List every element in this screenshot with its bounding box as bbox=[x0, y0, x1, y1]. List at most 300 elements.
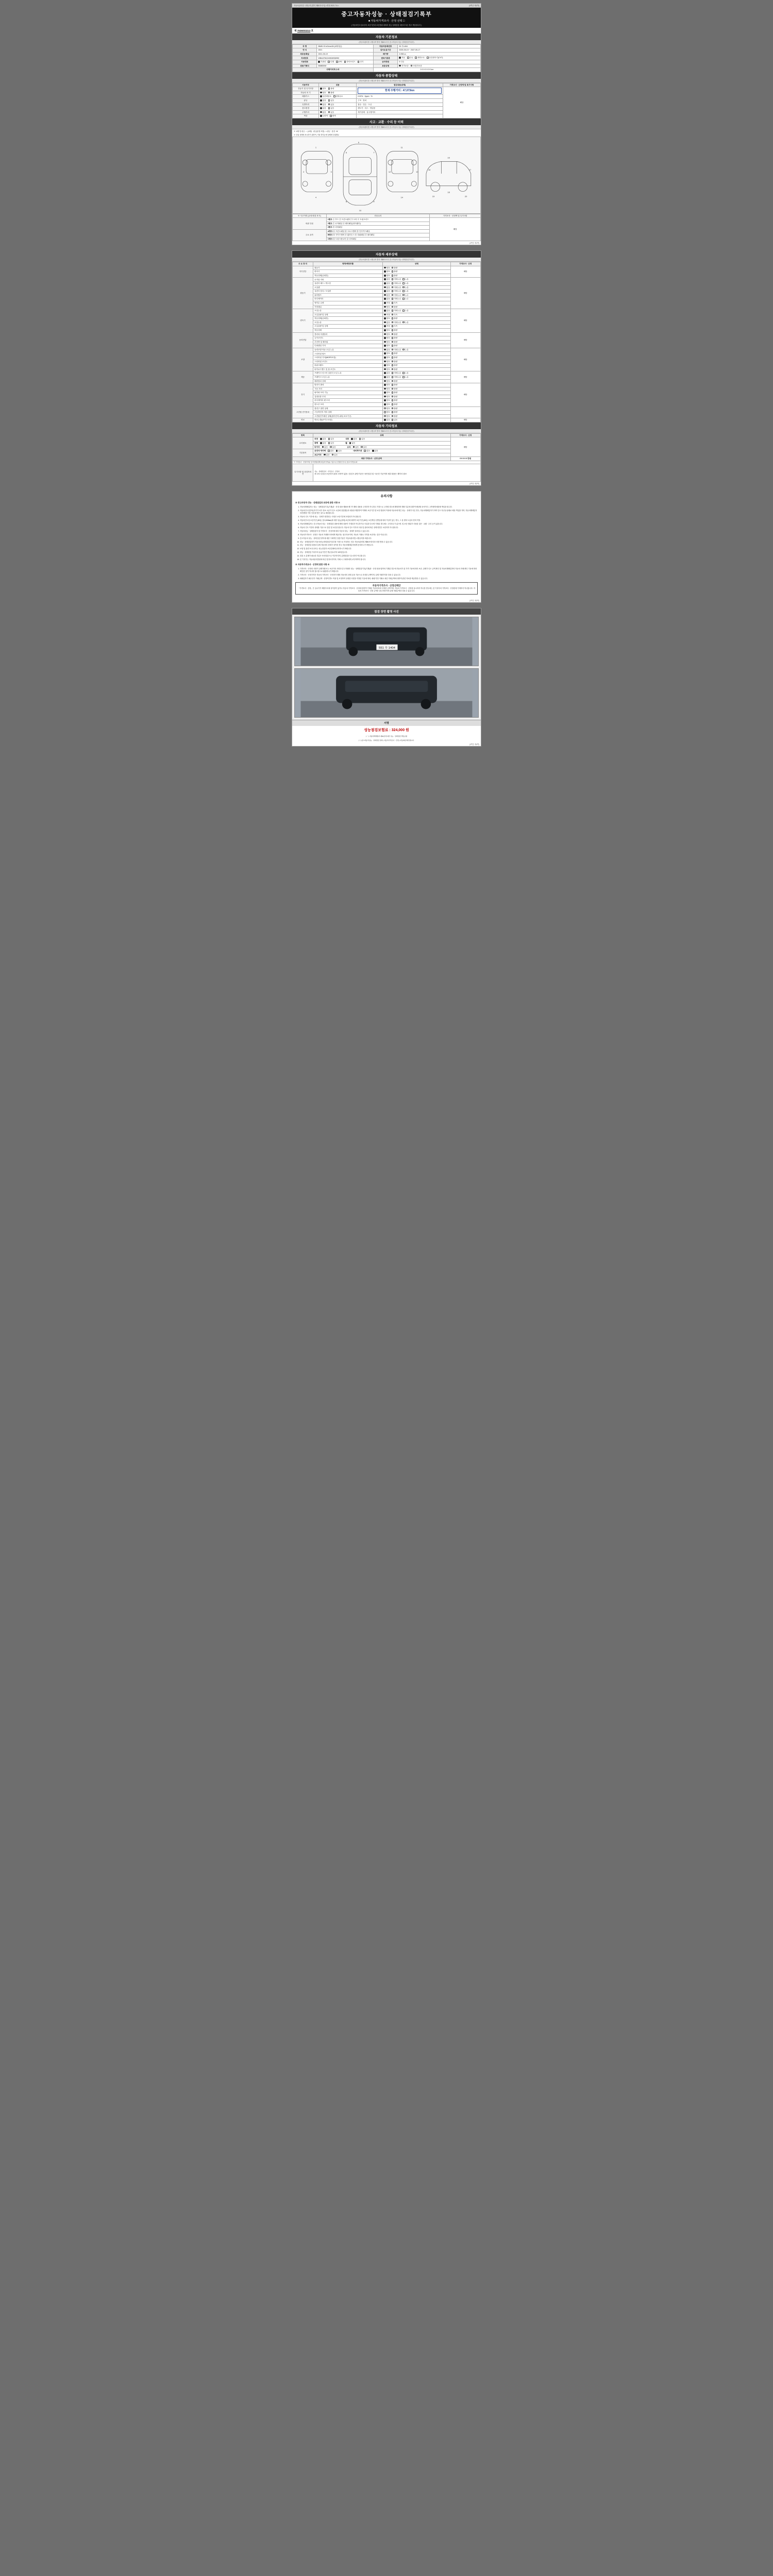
checkbox-detail-2-5-1[interactable] bbox=[392, 329, 394, 331]
checkbox-detail-6-0-0[interactable] bbox=[384, 384, 386, 386]
terms-head-2: ※ 자동차가격조사 · 산정에 관한 사항 ※ bbox=[295, 564, 330, 566]
detail-opt-7-0-1: 불량 bbox=[394, 407, 398, 410]
table-row bbox=[293, 418, 481, 422]
etc-row-4-label: 보유여부 bbox=[314, 453, 322, 456]
detail-item-4-4-label: 파워크랭크 bbox=[313, 364, 383, 368]
checkbox-detail-6-5-1[interactable] bbox=[392, 403, 394, 405]
detail-item-5-0-label: 브레이크 마스터 실린더 오일 누유 bbox=[313, 371, 383, 376]
checkbox-etc-0b-none[interactable] bbox=[351, 438, 353, 440]
detail-item-3-3-label: 디퍼렌셜 기어 bbox=[313, 344, 383, 348]
checkbox-etc-3-none[interactable] bbox=[328, 450, 330, 452]
detail-item-2-1-label: 오일유량 및 상태 bbox=[313, 313, 383, 317]
detail-item-6-3-options[interactable] bbox=[383, 395, 450, 399]
detail-item-8-0-label: 연료누출(LP가스포함) bbox=[313, 418, 383, 422]
detail-group-7-name: 고전원 전기장치 bbox=[293, 406, 313, 418]
detail-opt-1-5-0: 없음 bbox=[386, 298, 390, 300]
checkbox-detail-5-1-0[interactable] bbox=[384, 376, 386, 378]
detail-opt-5-1-1: 미세누유 bbox=[394, 376, 401, 379]
checkbox-detail-8-0-0[interactable] bbox=[384, 419, 386, 421]
final-price-value: 0 0 0 0 0 만원 bbox=[450, 457, 480, 461]
overall-head-2: 점검내용(상태) bbox=[357, 83, 443, 87]
special-col-0: 성능 · 상태점검자 bbox=[314, 470, 327, 472]
checkbox-overall-1-good[interactable] bbox=[320, 92, 322, 94]
checkbox-etc-1-yes[interactable] bbox=[328, 442, 330, 444]
value-transmission[interactable] bbox=[398, 56, 481, 60]
checkbox-detail-8-0-1[interactable] bbox=[392, 419, 394, 421]
etc-row-3-opt2-1: 있음 bbox=[374, 450, 378, 452]
detail-item-1-1-options[interactable] bbox=[383, 282, 450, 286]
detail-item-0-1-options[interactable] bbox=[383, 270, 450, 274]
checkbox-overall-1-bad[interactable] bbox=[328, 92, 330, 94]
checkbox-etc-1-none[interactable] bbox=[320, 442, 322, 444]
detail-item-6-5-label: 윈도우 모터 bbox=[313, 402, 383, 406]
checkbox-detail-1-0-1[interactable] bbox=[392, 278, 394, 280]
section-overall-sub: (자동차관리법 시행규칙 별지 제82호서식 중고자동차 성능·상태점검기록부) bbox=[292, 79, 481, 83]
checkbox-detail-4-0-1[interactable] bbox=[392, 349, 394, 351]
detail-item-1-7-options[interactable] bbox=[383, 305, 450, 309]
checkbox-detail-0-0-0[interactable] bbox=[384, 267, 386, 269]
checkbox-detail-1-2-1[interactable] bbox=[392, 286, 394, 289]
svg-text:14: 14 bbox=[400, 196, 404, 199]
checkbox-transmission-manual[interactable] bbox=[407, 57, 409, 59]
checkbox-overall-7-yes[interactable] bbox=[330, 115, 332, 117]
checkbox-detail-5-0-0[interactable] bbox=[384, 372, 386, 374]
etc-row-3[interactable] bbox=[313, 449, 450, 453]
detail-item-8-0-options[interactable] bbox=[383, 418, 450, 422]
etc-row-4-opt-1: 있음 bbox=[334, 453, 338, 456]
detail-item-2-2-options[interactable] bbox=[383, 317, 450, 321]
checkbox-fuel-diesel[interactable] bbox=[328, 61, 330, 63]
detail-item-6-5-options[interactable] bbox=[383, 399, 450, 406]
checkbox-detail-7-0-0[interactable] bbox=[384, 408, 386, 410]
checkbox-detail-3-2-0[interactable] bbox=[384, 341, 386, 343]
checkbox-detail-2-2-0[interactable] bbox=[384, 317, 386, 319]
checkbox-overall-0-bad[interactable] bbox=[328, 88, 330, 90]
detail-item-4-3-options[interactable] bbox=[383, 360, 450, 367]
sheet-4 bbox=[292, 608, 481, 747]
value-vin: WBACR61040KM936950 bbox=[317, 56, 374, 60]
value-fuel[interactable] bbox=[317, 60, 374, 64]
etc-row-2-opt2-1: 있음 bbox=[363, 446, 367, 448]
detail-item-3-0-options[interactable] bbox=[383, 332, 450, 336]
overall-row-4-opt-0: 없음 bbox=[322, 103, 326, 106]
detail-item-0-0-options[interactable] bbox=[383, 266, 450, 270]
detail-item-4-1-options[interactable] bbox=[383, 352, 450, 356]
detail-item-1-2-options[interactable] bbox=[383, 285, 450, 293]
checkbox-detail-2-1-0[interactable] bbox=[384, 314, 386, 316]
plate-number-1: 551 우 1404 bbox=[379, 647, 395, 650]
detail-item-2-3-options[interactable] bbox=[383, 320, 450, 325]
checkbox-detail-1-4-0[interactable] bbox=[384, 294, 386, 296]
checkbox-detail-2-3-0[interactable] bbox=[384, 321, 386, 324]
checkbox-detail-4-0-2[interactable] bbox=[402, 349, 405, 351]
accident-right-value: 해당 bbox=[430, 218, 481, 241]
detail-item-4-4-options[interactable] bbox=[383, 364, 450, 368]
detail-opt-5-1-2: 누유 bbox=[405, 376, 409, 379]
overall-row-1-opts[interactable] bbox=[319, 91, 357, 95]
detail-item-5-2-label: 배력장치 상태 bbox=[313, 379, 383, 383]
opt-transmission-1: 수동 bbox=[409, 57, 413, 59]
checkbox-detail-6-3-1[interactable] bbox=[392, 396, 394, 398]
detail-opt-5-2-1: 불량 bbox=[394, 380, 398, 382]
detail-item-2-0-options[interactable] bbox=[383, 309, 450, 313]
detail-opt-4-1-0: 양호 bbox=[386, 352, 390, 355]
svg-text:7: 7 bbox=[373, 151, 375, 154]
detail-item-6-0-options[interactable] bbox=[383, 383, 450, 387]
inspection-photo-2[interactable] bbox=[294, 668, 479, 718]
checkbox-detail-3-0-1[interactable] bbox=[392, 333, 394, 335]
checkbox-etc-3b-yes[interactable] bbox=[372, 450, 374, 452]
detail-opt-1-6-0: 적정 bbox=[386, 302, 390, 304]
overall-row-5-opt-0: 없음 bbox=[322, 107, 326, 110]
detail-item-7-2-options[interactable] bbox=[383, 414, 450, 418]
detail-opt-4-0-0: 없음 bbox=[386, 348, 390, 351]
detail-item-4-0-options[interactable] bbox=[383, 348, 450, 352]
detail-item-2-4-options[interactable] bbox=[383, 325, 450, 332]
detail-opt-2-0-2: 누유 bbox=[405, 310, 409, 312]
checkbox-detail-1-7-0[interactable] bbox=[384, 306, 386, 308]
checkbox-overall-5-none[interactable] bbox=[320, 107, 322, 109]
overall-row-2-opts[interactable] bbox=[319, 95, 357, 102]
detail-item-4-5-options[interactable] bbox=[383, 367, 450, 371]
detail-opt-6-4-0: 양호 bbox=[386, 399, 390, 402]
detail-opt-2-5-0: 양호 bbox=[386, 329, 390, 332]
checkbox-etc-0-none[interactable] bbox=[320, 438, 322, 440]
etc-row-1[interactable] bbox=[313, 441, 450, 445]
detail-item-1-5-options[interactable] bbox=[383, 297, 450, 301]
checkbox-detail-1-0-0[interactable] bbox=[384, 278, 386, 280]
special-note-text[interactable] bbox=[313, 464, 481, 482]
checkbox-transmission-cvt[interactable] bbox=[427, 57, 429, 59]
detail-opt-6-1-0: 양호 bbox=[386, 387, 390, 390]
checkbox-detail-5-1-2[interactable] bbox=[402, 376, 405, 378]
insurance-fee-label: 성능점검보험료 : bbox=[364, 728, 391, 733]
checkbox-detail-0-1-1[interactable] bbox=[392, 270, 394, 273]
accident-detail-table bbox=[292, 214, 481, 241]
table-row bbox=[293, 371, 481, 376]
checkbox-detail-2-5-0[interactable] bbox=[384, 329, 386, 331]
opt-transmission-3: 무단변속기(CVT) bbox=[429, 57, 443, 59]
checkbox-detail-6-2-0[interactable] bbox=[384, 392, 386, 394]
detail-item-7-2-label: 고전원전기배선 상태(접속단자,피복,보호기구) bbox=[313, 414, 383, 418]
rank-0-2: 2랭크 bbox=[327, 222, 332, 225]
value-warranty[interactable] bbox=[398, 64, 481, 68]
checkbox-detail-6-1-1[interactable] bbox=[392, 388, 394, 390]
checkbox-overall-4-yes[interactable] bbox=[328, 104, 330, 106]
checkbox-transmission-semi[interactable] bbox=[415, 57, 417, 59]
detail-opt-6-3-1: 불량 bbox=[394, 395, 398, 398]
detail-group-4-right: 해당 bbox=[450, 348, 480, 371]
etc-row-1-opt-1: 있음 bbox=[330, 442, 334, 445]
etc-table bbox=[292, 433, 481, 482]
checkbox-etc-2b-yes[interactable] bbox=[361, 446, 363, 448]
detail-item-3-3-options[interactable] bbox=[383, 344, 450, 348]
checkbox-detail-3-2-1[interactable] bbox=[392, 341, 394, 343]
checkbox-etc-4-yes[interactable] bbox=[332, 454, 334, 456]
detail-opt-2-3-2: 누유 bbox=[405, 321, 409, 324]
overall-row-6-content: 계기상태 · 실주행거리 bbox=[357, 110, 443, 114]
checkbox-detail-2-3-2[interactable] bbox=[402, 321, 405, 324]
detail-item-2-1-options[interactable] bbox=[383, 313, 450, 320]
overall-row-5-name: 용도변경 bbox=[293, 107, 319, 111]
detail-item-6-2-options[interactable] bbox=[383, 391, 450, 395]
checkbox-overall-7-none[interactable] bbox=[320, 115, 322, 117]
overall-row-1-name: 자동차 표 기 bbox=[293, 91, 319, 95]
overall-row-6-opts[interactable] bbox=[319, 110, 357, 114]
checkbox-fuel-gasoline[interactable] bbox=[318, 61, 320, 63]
checkbox-transmission-auto[interactable] bbox=[399, 57, 401, 59]
svg-text:16: 16 bbox=[428, 168, 431, 171]
detail-item-3-1-options[interactable] bbox=[383, 336, 450, 341]
detail-item-5-0-options[interactable] bbox=[383, 371, 450, 379]
detail-item-2-5-options[interactable] bbox=[383, 329, 450, 333]
checkbox-detail-4-1-0[interactable] bbox=[384, 352, 386, 354]
overall-row-7-opts[interactable] bbox=[319, 114, 357, 118]
etc-row-4[interactable] bbox=[313, 453, 450, 457]
checkbox-detail-1-2-0[interactable] bbox=[384, 286, 386, 289]
terms-1-item: 13. 성능 · 상태점검 기록부의 유효기간은 발급일로부터 120일입니다. bbox=[300, 551, 478, 554]
checkbox-detail-2-0-1[interactable] bbox=[392, 310, 394, 312]
checkbox-detail-1-0-2[interactable] bbox=[402, 278, 405, 280]
detail-item-6-1-options[interactable] bbox=[383, 387, 450, 391]
detail-item-1-6-label: 냉각수 수량 bbox=[313, 301, 383, 305]
detail-item-7-1-options[interactable] bbox=[383, 411, 450, 415]
checkbox-detail-0-0-1[interactable] bbox=[392, 267, 394, 269]
checkbox-overall-4-none[interactable] bbox=[320, 104, 322, 106]
checkbox-detail-4-4-0[interactable] bbox=[384, 364, 386, 366]
docno-suffix: 호 bbox=[311, 29, 314, 32]
checkbox-etc-4-none[interactable] bbox=[324, 454, 326, 456]
detail-item-1-0-options[interactable] bbox=[383, 278, 450, 285]
price-survey-box-title: 자동차가격조사 · 산정선택안 bbox=[372, 584, 401, 587]
detail-item-1-6-options[interactable] bbox=[383, 301, 450, 305]
checkbox-detail-1-3-0[interactable] bbox=[384, 290, 386, 292]
etc-row-0-opt-1: 있음 bbox=[330, 438, 334, 440]
checkbox-detail-2-4-1[interactable] bbox=[392, 325, 394, 327]
mileage-highlight-cell bbox=[357, 87, 443, 95]
detail-item-3-2-options[interactable] bbox=[383, 340, 450, 344]
car-diagram-svg bbox=[293, 137, 480, 213]
rank-1-1: A랭크 bbox=[327, 230, 333, 232]
checkbox-detail-4-3-0[interactable] bbox=[384, 361, 386, 363]
detail-item-2-5-label: 작동상태 bbox=[313, 329, 383, 333]
checkbox-detail-5-0-2[interactable] bbox=[402, 372, 405, 374]
detail-item-4-2-options[interactable] bbox=[383, 356, 450, 360]
label-year: 연 식 bbox=[293, 48, 317, 52]
checkbox-detail-6-3-0[interactable] bbox=[384, 396, 386, 398]
checkbox-detail-5-0-1[interactable] bbox=[392, 372, 394, 374]
etc-row-1-label: 광택 bbox=[314, 442, 318, 445]
checkbox-fuel-ev[interactable] bbox=[358, 61, 360, 63]
checkbox-warranty-insurer[interactable] bbox=[411, 65, 413, 67]
etc-row-2-label: 타이어 bbox=[314, 446, 320, 448]
checkbox-detail-5-1-1[interactable] bbox=[392, 376, 394, 378]
document-page bbox=[0, 0, 773, 757]
checkbox-detail-7-0-1[interactable] bbox=[392, 408, 394, 410]
checkbox-detail-1-4-1[interactable] bbox=[392, 294, 394, 296]
checkbox-overall-6-yes[interactable] bbox=[328, 111, 330, 113]
checkbox-overall-3-none[interactable] bbox=[320, 99, 322, 101]
overall-row-1-opt-1: 불량 bbox=[330, 91, 334, 94]
checkbox-etc-3b-none[interactable] bbox=[364, 450, 366, 452]
etc-row-2[interactable] bbox=[313, 445, 450, 449]
etc-row-3-label2: 네비게이션 bbox=[353, 450, 362, 452]
checkbox-detail-1-6-0[interactable] bbox=[384, 302, 386, 304]
label-transmission: 변속기종류 bbox=[373, 56, 397, 60]
checkbox-detail-0-2-1[interactable] bbox=[392, 275, 394, 277]
checkbox-detail-6-4-1[interactable] bbox=[392, 399, 394, 401]
checkbox-fuel-lpg[interactable] bbox=[336, 61, 338, 63]
checkbox-warranty-self[interactable] bbox=[399, 65, 401, 67]
checkbox-detail-4-2-1[interactable] bbox=[392, 357, 394, 359]
photo-2-svg bbox=[295, 669, 478, 717]
checkbox-detail-1-1-2[interactable] bbox=[402, 282, 405, 284]
checkbox-etc-0-yes[interactable] bbox=[328, 438, 330, 440]
current-mileage: 현재 주행거리 : 47,073km bbox=[358, 88, 442, 94]
checkbox-etc-2-none[interactable] bbox=[322, 446, 324, 448]
checkbox-detail-6-1-0[interactable] bbox=[384, 388, 386, 390]
checkbox-overall-0-good[interactable] bbox=[320, 88, 322, 90]
checkbox-detail-2-4-0[interactable] bbox=[384, 325, 386, 327]
checkbox-detail-1-2-2[interactable] bbox=[402, 286, 405, 289]
checkbox-etc-3-yes[interactable] bbox=[336, 450, 338, 452]
detail-item-6-4-options[interactable] bbox=[383, 399, 450, 406]
terms-1-item: 14. 점검 시 분해가 필요한 부분은 육안점검으로 이루어지며, 분해점검은 실시하지 아니합니다. bbox=[300, 555, 478, 557]
checkbox-detail-1-5-2[interactable] bbox=[402, 298, 405, 300]
checkbox-detail-0-2-0[interactable] bbox=[384, 275, 386, 277]
checkbox-fuel-hybrid[interactable] bbox=[344, 61, 346, 63]
page-mark-2: (3쪽중 제2쪽) bbox=[469, 483, 479, 485]
insurance-fee-value: 324,000 원 bbox=[391, 728, 409, 733]
checkbox-detail-6-5-0[interactable] bbox=[384, 403, 386, 405]
etc-row-0[interactable] bbox=[313, 437, 450, 445]
checkbox-etc-2-yes[interactable] bbox=[330, 446, 332, 448]
checkbox-overall-3-yes[interactable] bbox=[328, 99, 330, 101]
checkbox-detail-7-2-1[interactable] bbox=[392, 415, 394, 417]
overall-row-7-content bbox=[357, 114, 443, 118]
overall-row-4-opt-1: 있음 bbox=[330, 103, 334, 106]
detail-opt-2-3-1: 미세누유 bbox=[394, 321, 401, 324]
detail-item-1-4-options[interactable] bbox=[383, 293, 450, 297]
overall-row-4-name: 특별이력 bbox=[293, 103, 319, 107]
checkbox-detail-1-1-0[interactable] bbox=[384, 282, 386, 284]
checkbox-detail-4-1-1[interactable] bbox=[392, 352, 394, 354]
checkbox-detail-1-4-2[interactable] bbox=[402, 294, 405, 296]
checkbox-detail-1-7-1[interactable] bbox=[392, 306, 394, 308]
checkbox-detail-3-0-0[interactable] bbox=[384, 333, 386, 335]
detail-item-0-2-options[interactable] bbox=[383, 274, 450, 278]
checkbox-detail-3-1-1[interactable] bbox=[392, 337, 394, 339]
checkbox-overall-2-co[interactable] bbox=[320, 95, 322, 97]
checkbox-detail-4-0-0[interactable] bbox=[384, 349, 386, 351]
detail-item-4-0-label: 동력조향 작동 오일 누유 bbox=[313, 348, 383, 352]
checkbox-detail-1-6-1[interactable] bbox=[392, 302, 394, 304]
detail-head-0: 주 요 장 치 bbox=[293, 262, 313, 266]
checkbox-detail-3-1-0[interactable] bbox=[384, 337, 386, 339]
checkbox-etc-2b-none[interactable] bbox=[353, 446, 355, 448]
checkbox-etc-0b-yes[interactable] bbox=[359, 438, 361, 440]
accident-group-1-key: 주요 골격 bbox=[293, 229, 327, 241]
checkbox-detail-2-0-0[interactable] bbox=[384, 310, 386, 312]
document-title: 중고자동차성능 · 상태점검기록부 bbox=[341, 11, 432, 18]
checkbox-detail-6-4-0[interactable] bbox=[384, 399, 386, 401]
detail-group-4-name: 조향 bbox=[293, 348, 313, 371]
detail-opt-8-0-1: 있음 bbox=[394, 419, 398, 421]
checkbox-detail-1-1-1[interactable] bbox=[392, 282, 394, 284]
checkbox-overall-6-none[interactable] bbox=[320, 111, 322, 113]
checkbox-detail-7-1-0[interactable] bbox=[384, 411, 386, 413]
overall-row-4-opts[interactable] bbox=[319, 103, 357, 110]
inspection-photo-1[interactable] bbox=[294, 617, 479, 666]
overall-row-0-name: 전동기 및 특기사항 bbox=[293, 87, 319, 91]
detail-opt-6-3-0: 양호 bbox=[386, 395, 390, 398]
checkbox-detail-2-3-1[interactable] bbox=[392, 321, 394, 324]
checkbox-detail-0-1-0[interactable] bbox=[384, 270, 386, 273]
checkbox-detail-1-3-2[interactable] bbox=[402, 290, 405, 292]
checkbox-detail-1-5-0[interactable] bbox=[384, 298, 386, 300]
accident-row-1-2 bbox=[326, 233, 430, 237]
checkbox-detail-4-2-0[interactable] bbox=[384, 357, 386, 359]
checkbox-detail-5-2-1[interactable] bbox=[392, 380, 394, 382]
detail-item-5-2-options[interactable] bbox=[383, 379, 450, 383]
terms-section bbox=[292, 492, 481, 599]
detail-item-2-3-label: 오일누유 bbox=[313, 320, 383, 325]
detail-item-6-3-label: 실내송풍 모터 bbox=[313, 395, 383, 399]
detail-item-1-3-options[interactable] bbox=[383, 290, 450, 294]
svg-text:1: 1 bbox=[315, 146, 317, 149]
checkbox-detail-7-2-0[interactable] bbox=[384, 415, 386, 417]
checkbox-detail-4-3-1[interactable] bbox=[392, 361, 394, 363]
checkbox-detail-7-1-1[interactable] bbox=[392, 411, 394, 413]
detail-item-5-1-options[interactable] bbox=[383, 375, 450, 379]
detail-opt-5-0-0: 없음 bbox=[386, 372, 390, 375]
checkbox-detail-6-2-1[interactable] bbox=[392, 392, 394, 394]
checkbox-detail-4-5-1[interactable] bbox=[392, 368, 394, 370]
detail-item-7-0-options[interactable] bbox=[383, 406, 450, 414]
checkbox-detail-4-4-1[interactable] bbox=[392, 364, 394, 366]
detail-group-5-name: 제동 bbox=[293, 371, 313, 383]
checkbox-detail-2-0-2[interactable] bbox=[402, 310, 405, 312]
terms-1-item: 9. 중고자동차 성능 · 상태 점검 항목에 대한 구체적인 점검기준은 자동차관리법 시행규칙을 따릅니다. bbox=[300, 537, 478, 540]
checkbox-detail-1-3-1[interactable] bbox=[392, 290, 394, 292]
checkbox-detail-1-5-1[interactable] bbox=[392, 298, 394, 300]
opt-warranty-1: 보험사보증 bbox=[413, 64, 422, 67]
detail-item-1-3-label: 실린더 블록 / 오일팬 bbox=[313, 290, 383, 294]
checkbox-etc-1b-none[interactable] bbox=[349, 442, 351, 444]
checkbox-detail-5-2-0[interactable] bbox=[384, 380, 386, 382]
page-mark-3: (3쪽중 제3쪽) bbox=[469, 600, 479, 602]
price-survey-box bbox=[295, 582, 478, 595]
checkbox-detail-4-5-0[interactable] bbox=[384, 368, 386, 370]
car-damage-diagram[interactable] bbox=[292, 137, 481, 214]
detail-group-1-name: 원동기 bbox=[293, 278, 313, 309]
checkbox-detail-6-0-1[interactable] bbox=[392, 384, 394, 386]
detail-opt-3-1-0: 양호 bbox=[386, 337, 390, 340]
overall-row-0-opts[interactable] bbox=[319, 87, 357, 91]
overall-row-5-opts[interactable] bbox=[319, 107, 357, 111]
document-subtitle: ■ 자동차가격조사 · 산정 선택 □ bbox=[368, 20, 405, 23]
checkbox-detail-3-3-0[interactable] bbox=[384, 345, 386, 347]
checkbox-overall-2-hc[interactable] bbox=[333, 95, 335, 97]
detail-opt-1-0-0: 없음 bbox=[386, 278, 390, 281]
checkbox-detail-3-3-1[interactable] bbox=[392, 345, 394, 347]
accident-row-0-1 bbox=[326, 218, 430, 222]
checkbox-overall-5-yes[interactable] bbox=[328, 107, 330, 109]
checkbox-detail-2-1-1[interactable] bbox=[392, 314, 394, 316]
detail-opt-5-0-2: 누유 bbox=[405, 372, 409, 375]
checkbox-detail-2-2-1[interactable] bbox=[392, 317, 394, 319]
detail-opt-4-5-1: 불량 bbox=[394, 368, 398, 370]
